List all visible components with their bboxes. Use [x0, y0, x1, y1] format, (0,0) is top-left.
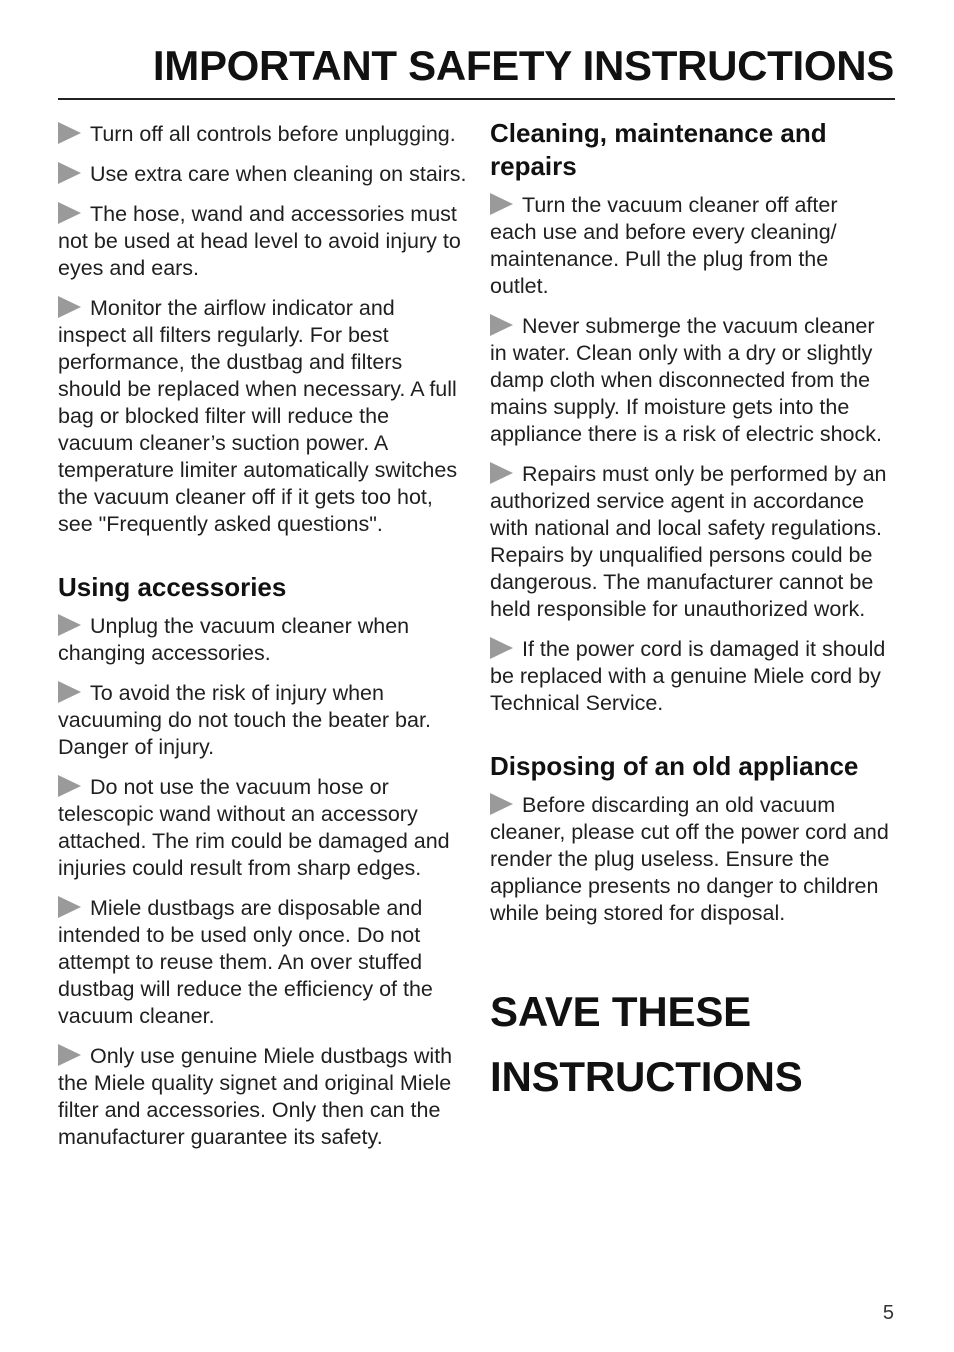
arrow-icon [490, 462, 513, 484]
arrow-icon [490, 637, 513, 659]
arrow-icon [58, 202, 81, 224]
save-instructions-heading [490, 979, 890, 1109]
section-heading-cleaning: Cleaning, maintenance and repairs [490, 118, 827, 181]
arrow-icon [490, 793, 513, 815]
section-heading-disposing: Disposing of an old appliance [490, 751, 859, 781]
safety-item [490, 461, 890, 623]
safety-item [58, 295, 468, 538]
safety-item-text: Miele dustbags are disposable and intended to be used only once. Do not attempt to reuse them. An over stuffed dustbag will reduce the efficiency of the vacuum cleaner. [58, 896, 433, 1028]
safety-item-text: Before discarding an old vacuum cleaner, please cut off the power cord and render the plug useless. Ensure the appliance presents no danger to children while being stored for disposal. [490, 793, 889, 925]
safety-item-text: To avoid the risk of injury when vacuuming do not touch the beater bar. Danger of injury. [58, 681, 431, 759]
safety-item [58, 613, 468, 667]
arrow-icon [58, 1044, 81, 1066]
safety-item-text: Turn off all controls before unplugging. [90, 122, 456, 146]
safety-item-text: The hose, wand and accessories must not be used at head level to avoid injury to eyes and ears. [58, 202, 461, 280]
safety-item [58, 161, 468, 188]
arrow-icon [58, 614, 81, 636]
safety-item [58, 895, 468, 1030]
safety-item [490, 792, 890, 927]
page-number: 5 [882, 1302, 894, 1324]
safety-item [490, 313, 890, 448]
right-column [490, 117, 890, 1109]
safety-item-text: If the power cord is damaged it should be replaced with a genuine Miele cord by Technical Service. [490, 637, 886, 715]
left-column [58, 121, 468, 1164]
safety-item [58, 201, 468, 282]
safety-item [58, 774, 468, 882]
safety-item-text: Do not use the vacuum hose or telescopic wand without an accessory attached. The rim could be damaged and injuries could result from sharp edges. [58, 775, 450, 880]
safety-item-text: Monitor the airflow indicator and inspect all filters regularly. For best performance, the dustbag and filters should be replaced when necessary. A full bag or blocked filter will reduce the vacuum cleaner’s suction power. A temperature limiter automatically switches the vacuum cleaner off if it gets too hot, see "Frequently asked questions". [58, 296, 458, 536]
arrow-icon [58, 775, 81, 797]
page-title: IMPORTANT SAFETY INSTRUCTIONS [152, 42, 894, 89]
safety-item-text: Repairs must only be performed by an authorized service agent in accordance with national and local safety regulations. Repairs by unqualified persons could be dangerous. The manufacturer cannot be held responsible for unauthorized work. [490, 462, 887, 621]
safety-item [490, 192, 890, 300]
arrow-icon [58, 122, 81, 144]
safety-item-text: Use extra care when cleaning on stairs. [90, 162, 467, 186]
safety-item [58, 680, 468, 761]
safety-item-text: Turn the vacuum cleaner off after each use and before every cleaning/ maintenance. Pull the plug from the outlet. [490, 193, 838, 298]
safety-item [490, 636, 890, 717]
arrow-icon [58, 296, 81, 318]
safety-item-text: Unplug the vacuum cleaner when changing accessories. [58, 614, 410, 665]
arrow-icon [58, 681, 81, 703]
safety-item [58, 1043, 468, 1151]
arrow-icon [490, 314, 513, 336]
arrow-icon [490, 193, 513, 215]
safety-item [58, 121, 468, 148]
arrow-icon [58, 896, 81, 918]
header-divider [58, 98, 895, 100]
safety-item-text: Only use genuine Miele dustbags with the Miele quality signet and original Miele filter and accessories. Only then can the manufacturer guarantee its safety. [58, 1044, 453, 1149]
arrow-icon [58, 162, 81, 184]
save-heading-line-1: SAVE THESE [490, 988, 751, 1035]
section-heading-accessories: Using accessories [58, 572, 287, 602]
save-heading-line-2: INSTRUCTIONS [490, 1053, 803, 1100]
safety-item-text: Never submerge the vacuum cleaner in water. Clean only with a dry or slightly damp cloth when disconnected from the mains supply. If moisture gets into the appliance there is a risk of electric shock. [490, 314, 882, 446]
